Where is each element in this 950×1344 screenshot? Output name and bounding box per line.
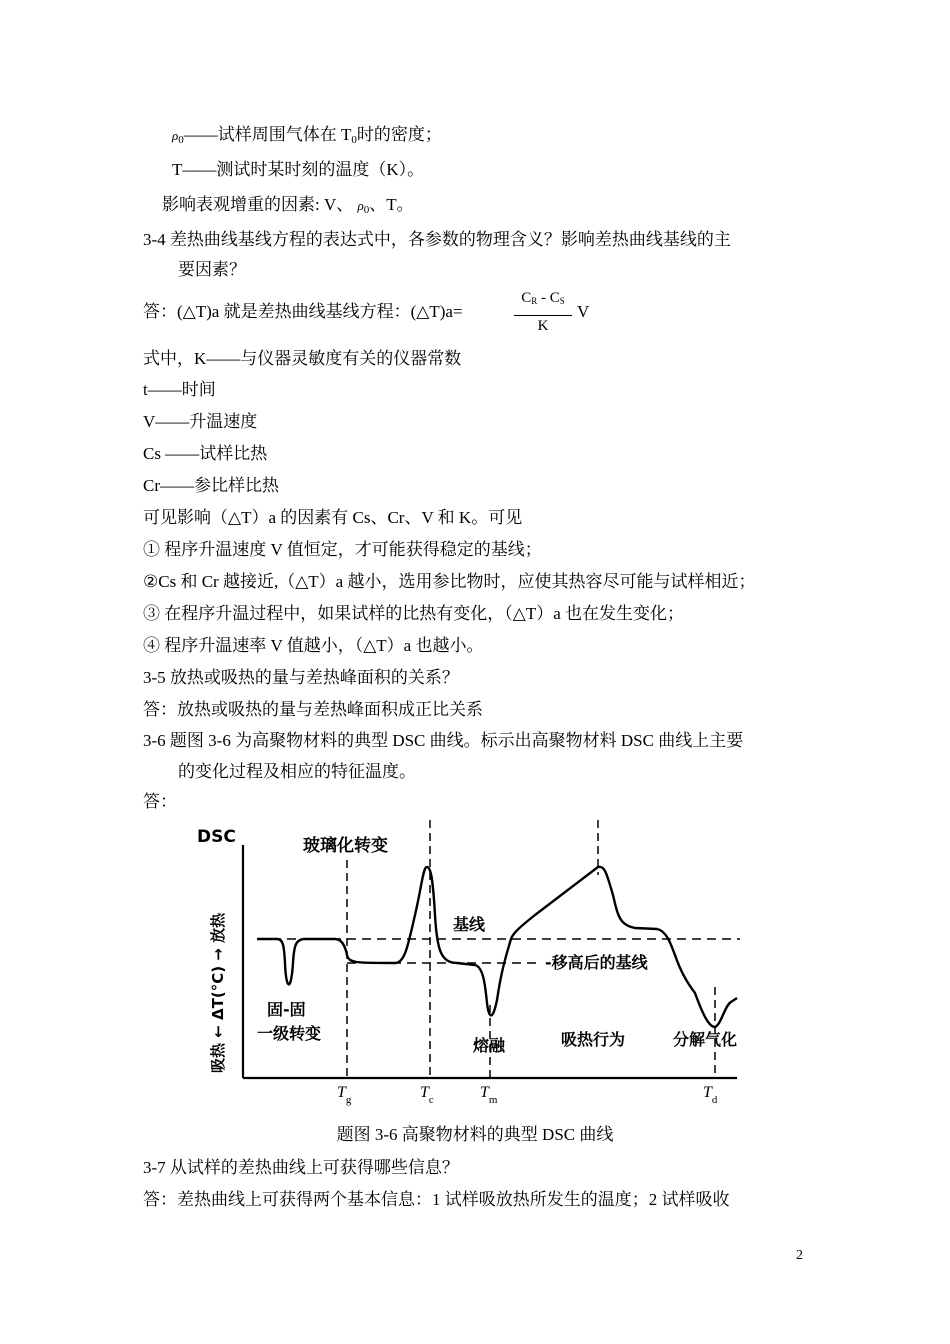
t0-subscript: 0 <box>351 134 357 146</box>
answer-3-4-suffix: V <box>577 302 590 321</box>
formula-numerator: $C_R - C_S$ <box>521 290 565 306</box>
answer-3-4-prefix: 答：(△T)a 就是差热曲线基线方程：(△T)a= <box>143 302 463 321</box>
question-3-7: 3-7 从试样的差热曲线上可获得哪些信息？ <box>143 1158 459 1177</box>
y-axis-title: DSC <box>197 827 236 847</box>
point-1: ① 程序升温速度 V 值恒定，才可能获得稳定的基线； <box>143 540 542 559</box>
y-axis-label: 吸热 ← ΔT(°C) → 放热 <box>209 912 227 1073</box>
where-k: 式中，K——与仪器灵敏度有关的仪器常数 <box>143 349 462 368</box>
cs-def: Cs ——试样比热 <box>143 444 268 463</box>
point-4: ④ 程序升温速率 V 值越小，（△T）a 也越小。 <box>143 636 484 655</box>
visible-factors: 可见影响（△T）a 的因素有 Cs、Cr、V 和 K。可见 <box>143 508 523 527</box>
glass-transition-label: 玻璃化转变 <box>303 836 388 856</box>
answer-3-6: 答： <box>143 792 177 811</box>
dsc-curve <box>257 867 737 1027</box>
tc-label: $T_c$ <box>420 1084 434 1106</box>
question-3-6-line2: 的变化过程及相应的特征温度。 <box>178 762 416 781</box>
endothermic-label: 吸热行为 <box>561 1030 626 1049</box>
baseline-label: 基线 <box>453 915 486 934</box>
answer-3-7: 答：差热曲线上可获得两个基本信息：1 试样吸放热所发生的温度；2 试样吸收 <box>143 1190 730 1209</box>
dsc-curve-figure <box>195 815 755 1115</box>
rho-definition <box>172 123 442 152</box>
melting-label: 熔融 <box>473 1036 506 1055</box>
point-3: ③ 在程序升温过程中，如果试样的比热有变化，（△T）a 也在发生变化； <box>143 604 685 623</box>
cr-def: Cr——参比样比热 <box>143 476 279 495</box>
question-3-4-line1: 3-4 差热曲线基线方程的表达式中，各参数的物理含义？影响差热曲线基线的主 <box>143 230 731 249</box>
apparent-gain-factors <box>162 193 414 222</box>
formula-denominator: K <box>537 318 549 334</box>
factors-a: 影响表观增重的因素: V、 <box>162 195 354 214</box>
tg-label: $T_g$ <box>337 1084 352 1106</box>
rho-symbol-2: ρ <box>357 198 364 213</box>
figure-caption: 题图 3-6 高聚物材料的典型 DSC 曲线 <box>336 1125 614 1144</box>
td-label: $T_d$ <box>703 1084 718 1106</box>
page-number: 2 <box>796 1248 803 1263</box>
question-3-5: 3-5 放热或吸热的量与差热峰面积的关系？ <box>143 668 459 687</box>
t-definition: T——测试时某时刻的温度（K）。 <box>172 160 425 179</box>
solid-solid-label: 固-固 <box>267 1000 306 1019</box>
t-time: t——时间 <box>143 380 216 399</box>
decomposition-label: 分解气化 <box>673 1030 738 1049</box>
rho-desc-a: ——试样周围气体在 T <box>183 125 352 144</box>
question-3-4-line2: 要因素？ <box>178 260 246 279</box>
v-rate: V——升温速度 <box>143 412 258 431</box>
first-order-transition-label: 一级转变 <box>257 1024 322 1043</box>
answer-3-5: 答：放热或吸热的量与差热峰面积成正比关系 <box>143 700 483 719</box>
rho-subscript: 0 <box>178 134 184 146</box>
shifted-baseline-label: -移高后的基线 <box>545 953 648 972</box>
fraction-bar <box>514 315 572 316</box>
question-3-6-line1: 3-6 题图 3-6 为高聚物材料的典型 DSC 曲线。标示出高聚物材料 DSC 曲线上主要 <box>143 731 744 750</box>
point-2: ②Cs 和 Cr 越接近,（△T）a 越小，选用参比物时，应使其热容尽可能与试样相近； <box>143 572 756 591</box>
factors-b: 、T。 <box>369 195 414 214</box>
rho-symbol: ρ <box>172 128 179 143</box>
tm-label: $T_m$ <box>480 1084 498 1106</box>
rho-subscript-2: 0 <box>363 204 370 216</box>
rho-desc-b: 时的密度； <box>356 125 442 144</box>
